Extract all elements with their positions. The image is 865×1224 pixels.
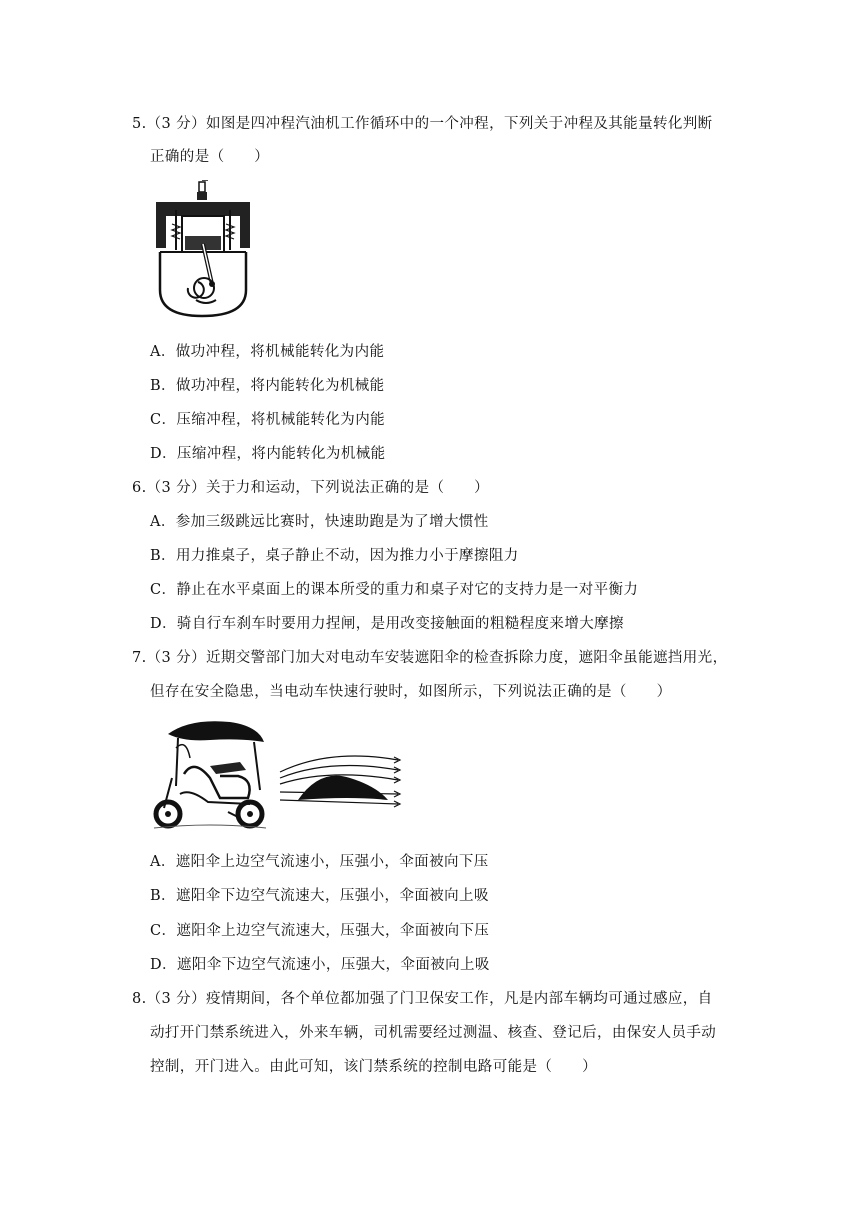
scooter-umbrella-airflow-diagram — [150, 718, 410, 832]
engine-stroke-diagram — [152, 180, 254, 320]
question-5-stem-line1 — [132, 114, 713, 134]
question-7-stem-line1 — [132, 648, 727, 668]
question-7-option-c: C．遮阳伞上边空气流速大，压强大，伞面被向下压 — [150, 923, 490, 939]
question-8-stem-line1 — [132, 989, 713, 1009]
question-8-stem-line3: 控制，开门进入。由此可知，该门禁系统的控制电路可能是（ ） — [150, 1059, 597, 1075]
airfoil-shape — [298, 776, 388, 800]
question-5-text: 如图是四冲程汽油机工作循环中的一个冲程，下列关于冲程及其能量转化判断 — [205, 116, 713, 132]
question-6-text: 关于力和运动，下列说法正确的是（ ） — [205, 480, 490, 496]
question-6-score: （3 分） — [146, 480, 206, 496]
question-6-number: 6. — [132, 480, 147, 496]
question-8-score: （3 分） — [146, 991, 206, 1007]
question-5-option-c: C．压缩冲程，将机械能转化为内能 — [150, 412, 385, 428]
question-5-option-d: D．压缩冲程，将内能转化为机械能 — [150, 446, 386, 462]
question-8-number: 8. — [132, 991, 147, 1007]
question-8-stem-line2: 动打开门禁系统进入，外来车辆，司机需要经过测温、核查、登记后，由保安人员手动 — [150, 1025, 717, 1041]
question-5-stem-line2: 正确的是（ ） — [150, 149, 270, 165]
question-7-score: （3 分） — [146, 650, 206, 666]
question-5-option-a: A．做功冲程，将机械能转化为内能 — [150, 344, 385, 360]
question-6-option-c: C．静止在水平桌面上的课本所受的重力和桌子对它的支持力是一对平衡力 — [150, 582, 639, 598]
question-7-option-a: A．遮阳伞上边空气流速小，压强小，伞面被向下压 — [150, 854, 489, 870]
question-6-option-a: A．参加三级跳远比赛时，快速助跑是为了增大惯性 — [150, 514, 489, 530]
umbrella-canopy — [168, 721, 264, 742]
question-7-text: 近期交警部门加大对电动车安装遮阳伞的检查拆除力度，遮阳伞虽能遮挡用光， — [205, 650, 728, 666]
question-7-option-d: D．遮阳伞下边空气流速小，压强大，伞面被向上吸 — [150, 957, 490, 973]
question-6-option-b: B．用力推桌子，桌子静止不动，因为推力小于摩擦阻力 — [150, 548, 519, 564]
question-5-option-b: B．做功冲程，将内能转化为机械能 — [150, 378, 385, 394]
question-7-number: 7. — [132, 650, 147, 666]
question-8-text: 疫情期间，各个单位都加强了门卫保安工作，凡是内部车辆均可通过感应，自 — [205, 991, 713, 1007]
question-5-number: 5. — [132, 116, 147, 132]
question-6-option-d: D．骑自行车刹车时要用力捏闸，是用改变接触面的粗糙程度来增大摩擦 — [150, 616, 624, 632]
question-6-stem-line1 — [132, 478, 489, 498]
question-7-option-b: B．遮阳伞下边空气流速大，压强小，伞面被向上吸 — [150, 888, 489, 904]
question-5-score: （3 分） — [146, 116, 206, 132]
question-7-stem-line2: 但存在安全隐患，当电动车快速行驶时，如图所示，下列说法正确的是（ ） — [150, 684, 672, 700]
